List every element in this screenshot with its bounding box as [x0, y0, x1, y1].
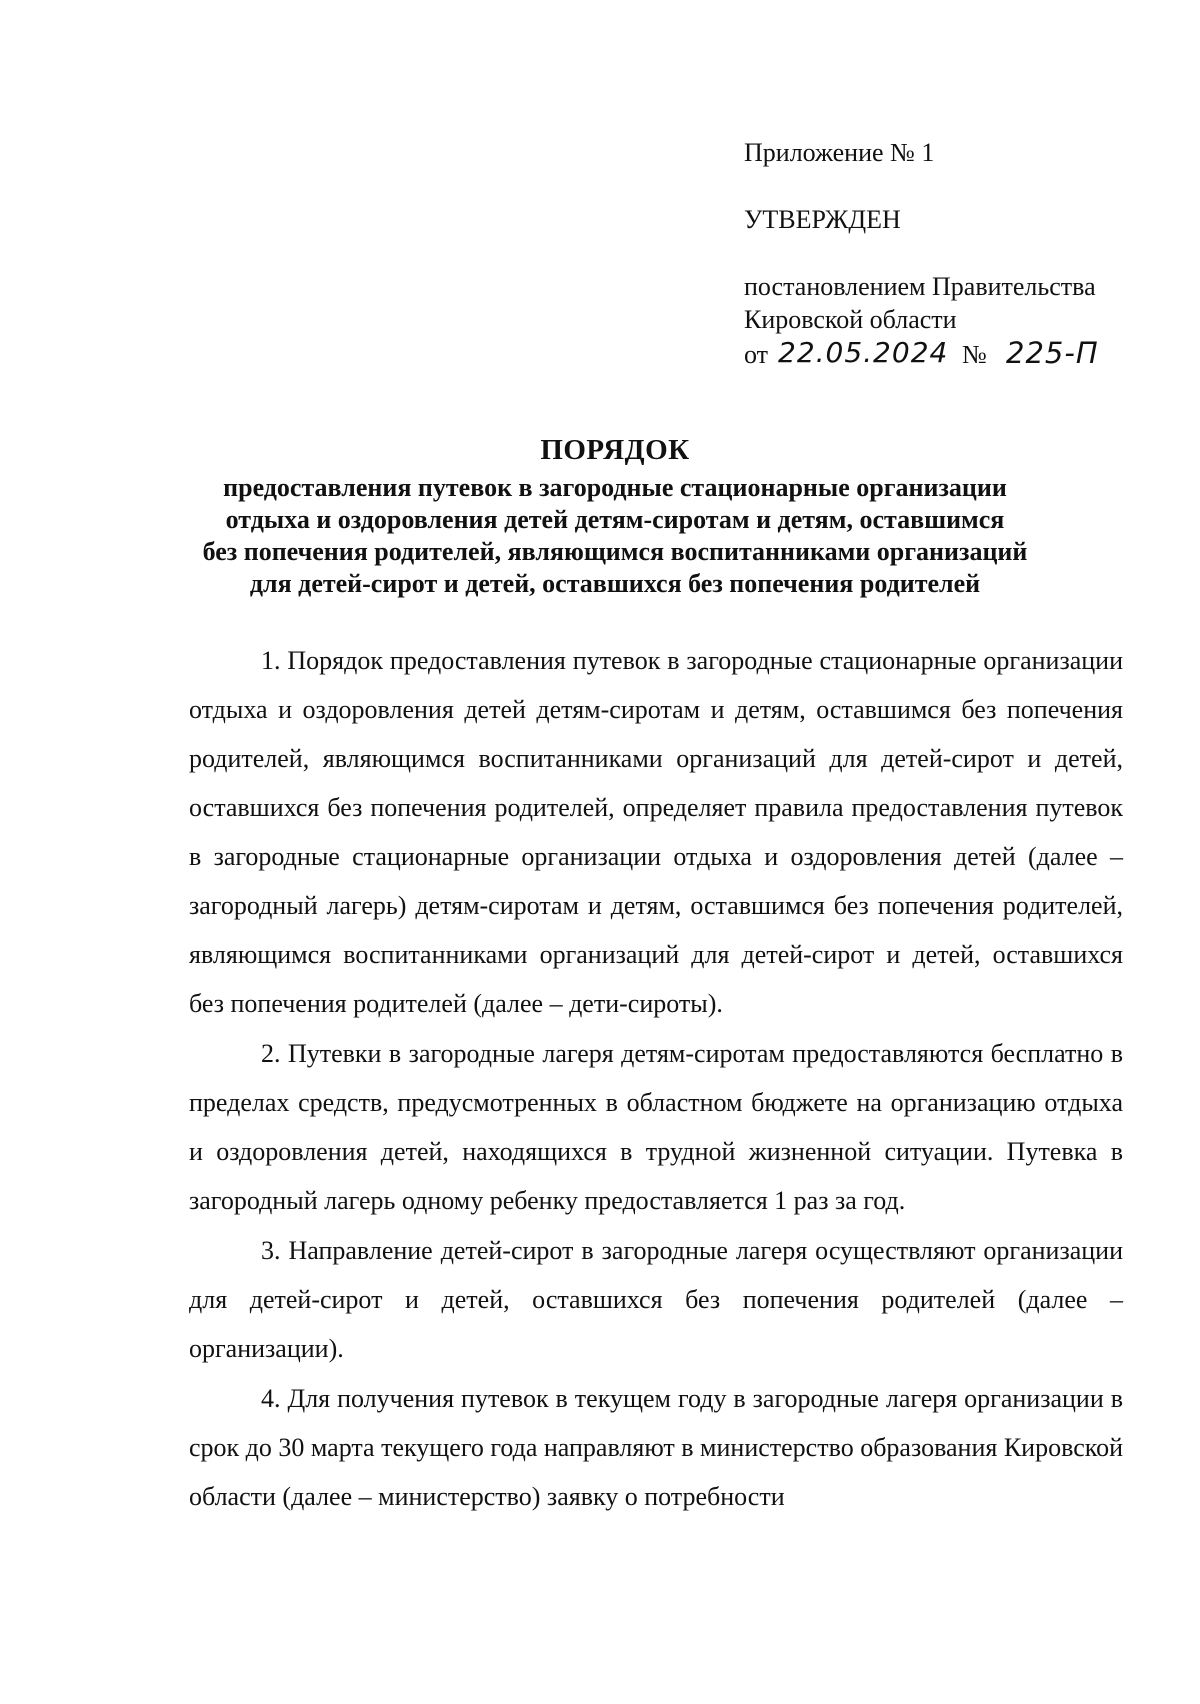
approved-label: УТВЕРЖДЕН: [744, 205, 901, 234]
decree-line-1: постановлением Правительства: [744, 272, 1096, 301]
approval-block: [744, 136, 1164, 376]
document-body: [189, 636, 1123, 1522]
subtitle-line-4: для детей-сирот и детей, оставшихся без попечения родителей: [249, 569, 981, 598]
paragraph-3: 3. Направление детей-сирот в загородные лагеря осуществляют организации для детей-сирот и детей, оставшихся без попечения родителей (далее – организации).: [189, 1236, 1123, 1363]
document-title-block: [150, 432, 1080, 600]
date-prefix: от: [744, 340, 769, 369]
paragraph-4: 4. Для получения путевок в текущем году в загородные лагеря организации в срок до 30 марта текущего года направляют в министерство образования Кировской области (далее – министерство) заявку о потребности: [189, 1384, 1123, 1511]
handwritten-number: 225-П: [1006, 336, 1099, 370]
document-title: ПОРЯДОК: [540, 434, 690, 466]
appendix-label: Приложение № 1: [744, 138, 935, 167]
subtitle-line-2: отдыха и оздоровления детей детям-сиротам и детям, оставшимся: [225, 505, 1005, 534]
paragraph-1: 1. Порядок предоставления путевок в загородные стационарные организации отдыха и оздоровления детей детям-сиротам и детям, оставшимся без попечения родителей, являющимся воспитанниками организаций для детей-сирот и детей, оставшихся без попечения родителей, определяет правила предоставления путевок в загородные стационарные организации отдыха и оздоровления детей (далее – загородный лагерь) детям-сиротам и детям, оставшимся без попечения родителей, являющимся воспитанниками организаций для детей-сирот и детей, оставшихся без попечения родителей (далее – дети-сироты).: [189, 646, 1123, 1018]
subtitle-line-3: без попечения родителей, являющимся воспитанниками организаций: [202, 537, 1028, 566]
number-prefix: №: [962, 340, 987, 369]
subtitle-line-1: предоставления путевок в загородные стационарные организации: [223, 473, 1007, 502]
decree-line-2: Кировской области: [744, 305, 957, 334]
document-subtitle: [150, 472, 1080, 600]
decree-date-number-line: [744, 336, 1164, 376]
handwritten-date: 22.05.2024: [778, 336, 949, 369]
paragraph-2: 2. Путевки в загородные лагеря детям-сиротам предоставляются бесплатно в пределах средств, предусмотренных в областном бюджете на организацию отдыха и оздоровления детей, находящихся в трудной жизненной ситуации. Путевка в загородный лагерь одному ребенку предоставляется 1 раз за год.: [189, 1039, 1123, 1215]
